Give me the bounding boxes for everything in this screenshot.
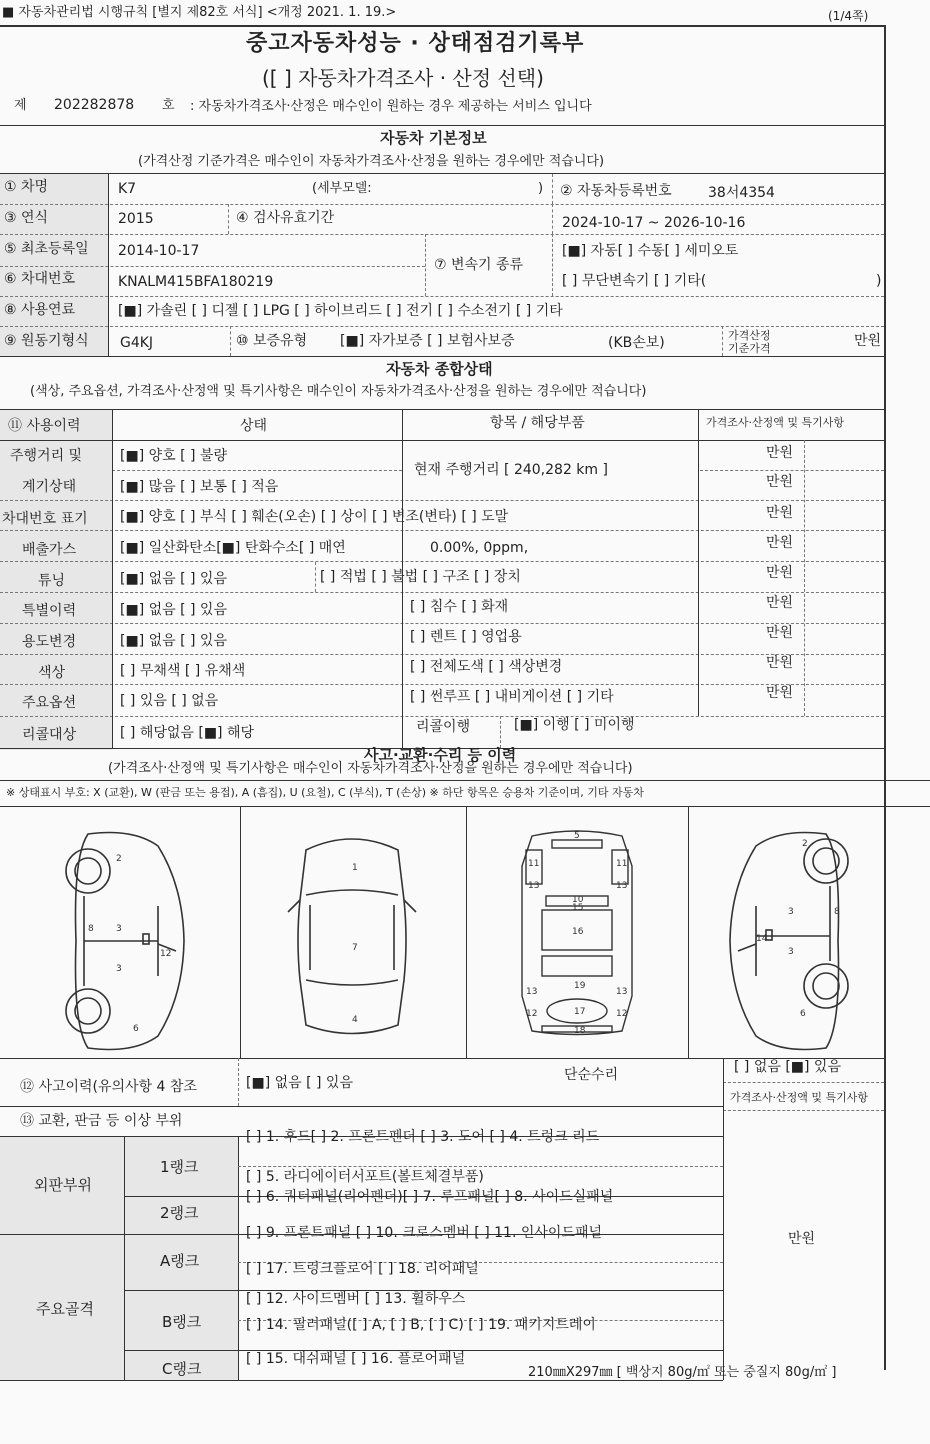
rule xyxy=(0,234,884,235)
car-underbody-diagram xyxy=(512,826,642,1036)
rankA-label: A랭크 xyxy=(160,1252,200,1270)
rule xyxy=(0,173,884,174)
transmission-close: ) xyxy=(876,273,882,289)
rule xyxy=(552,204,553,234)
color-unit: 만원 xyxy=(766,655,794,671)
svg-text:19: 19 xyxy=(574,981,586,991)
rankA-line1: [ ] 9. 프론트패널 [ ] 10. 크로스멤버 [ ] 11. 인사이드패널 xyxy=(246,1225,602,1241)
rule xyxy=(238,1137,239,1380)
reg-no-label: ② 자동차등록번호 xyxy=(560,183,672,199)
mileage-price-unit-2: 만원 xyxy=(766,474,794,490)
rule xyxy=(0,530,884,531)
vin-mark-state: [■] 양호 [ ] 부식 [ ] 훼손(오손) [ ] 상이 [ ] 변조(변타) [ ] 도말 xyxy=(120,509,509,525)
paper-spec: 210㎜X297㎜ [ 백상지 80g/㎡ 또는 중질지 80g/㎡ ] xyxy=(528,1365,837,1380)
purpose-unit: 만원 xyxy=(766,625,794,641)
tuning-unit: 만원 xyxy=(766,565,794,581)
mileage-label-1: 주행거리 및 xyxy=(10,448,83,464)
form-title: 중고자동차성능 · 상태점검기록부 xyxy=(246,31,585,56)
special-unit: 만원 xyxy=(766,595,794,611)
svg-text:3: 3 xyxy=(116,964,122,974)
first-reg-label: ⑤ 최초등록일 xyxy=(4,241,89,257)
option-state: [ ] 있음 [ ] 없음 xyxy=(120,693,219,709)
year-value: 2015 xyxy=(118,211,154,227)
svg-text:11: 11 xyxy=(616,859,628,869)
rule xyxy=(0,1380,723,1381)
engine-label: ⑨ 원동기형식 xyxy=(4,333,89,349)
warranty-options: [■] 자가보증 [ ] 보험사보증 xyxy=(340,333,515,349)
inspection-label: ④ 검사유효기간 xyxy=(236,210,335,226)
svg-text:6: 6 xyxy=(800,1009,806,1019)
rule xyxy=(238,1166,723,1167)
svg-text:8: 8 xyxy=(88,924,94,934)
rank1-line1: [ ] 1. 후드[ ] 2. 프론트펜더 [ ] 3. 도어 [ ] 4. 트렁크 리드 xyxy=(246,1129,600,1145)
car-top-view-diagram xyxy=(286,830,418,1040)
item-header: 항목 / 해당부품 xyxy=(490,415,585,431)
accident-note: (가격조사·산정액 및 특기사항은 매수인이 자동차가격조사·산정을 원하는 경우에만 적습니다) xyxy=(108,761,633,776)
frame-right-line xyxy=(884,25,886,1370)
svg-text:12: 12 xyxy=(160,949,172,959)
recall-state: [ ] 해당없음 [■] 해당 xyxy=(120,725,255,741)
rule xyxy=(112,410,113,748)
engine-value: G4KJ xyxy=(120,335,154,351)
purpose-items: [ ] 렌트 [ ] 영업용 xyxy=(410,629,522,645)
svg-text:18: 18 xyxy=(574,1026,586,1036)
svg-text:12: 12 xyxy=(616,1009,628,1019)
rule xyxy=(0,356,884,357)
rule xyxy=(723,1058,724,1380)
rule xyxy=(0,204,884,205)
svg-text:17: 17 xyxy=(574,1007,586,1017)
rule xyxy=(0,266,425,267)
use-history-header: ⑪ 사용이력 xyxy=(8,418,81,434)
svg-text:7: 7 xyxy=(352,943,358,953)
page-number: (1/4쪽) xyxy=(828,9,869,23)
price-header: 가격조사·산정액 및 특기사항 xyxy=(706,416,845,429)
rank1-line2: [ ] 5. 라디에이터서포트(볼트체결부품) xyxy=(246,1169,484,1185)
first-reg-value: 2014-10-17 xyxy=(118,243,200,259)
svg-text:4: 4 xyxy=(352,1015,358,1025)
emission-label: 배출가스 xyxy=(22,542,77,558)
rule xyxy=(0,623,884,624)
color-label: 색상 xyxy=(38,665,66,681)
status-legend: ※ 상태표시 부호: X (교환), W (판금 또는 용접), A (흠집), U (요철), C (부식), T (손상) ※ 하단 항목은 승용차 기준이며, 기타 자동차 xyxy=(6,786,644,799)
rule xyxy=(500,716,501,748)
option-label: 주요옵션 xyxy=(22,695,77,711)
parts-price-unit: 만원 xyxy=(788,1231,816,1247)
reg-no-value: 38서4354 xyxy=(708,185,775,201)
svg-text:15: 15 xyxy=(572,903,584,913)
rule xyxy=(240,806,241,1058)
mileage-price-unit-1: 만원 xyxy=(766,445,794,461)
car-name-label: ① 차명 xyxy=(4,179,49,195)
svg-text:2: 2 xyxy=(116,854,122,864)
rule xyxy=(722,326,723,356)
vin-mark-unit: 만원 xyxy=(766,505,794,521)
rule xyxy=(552,234,553,296)
record-ho: 호 xyxy=(162,98,175,113)
rankB-label: B랭크 xyxy=(162,1313,202,1331)
rankC-label: C랭크 xyxy=(162,1360,202,1378)
rule xyxy=(466,806,467,1058)
vin-mark-label: 차대번호 표기 xyxy=(2,511,88,527)
option-unit: 만원 xyxy=(766,685,794,701)
rule xyxy=(723,1082,884,1083)
svg-text:6: 6 xyxy=(133,1024,139,1034)
rule xyxy=(0,296,884,297)
rule xyxy=(0,592,884,593)
rankB-line2: [ ] 14. 필러패널([ ] A, [ ] B, [ ] C) [ ] 19. 패키지트레이 xyxy=(246,1317,596,1333)
rank1-label: 1랭크 xyxy=(160,1158,199,1176)
price-basis-label-1: 가격산정 xyxy=(728,329,771,342)
svg-text:3: 3 xyxy=(788,947,794,957)
emission-state: [■] 일산화탄소[■] 탄화수소[ ] 매연 xyxy=(120,540,346,556)
simple-repair-value: [ ] 없음 [■] 있음 xyxy=(734,1059,841,1075)
svg-text:10: 10 xyxy=(572,895,584,905)
fuel-label: ⑧ 사용연료 xyxy=(4,302,76,318)
vin-label: ⑥ 차대번호 xyxy=(4,271,76,287)
rule xyxy=(698,410,699,716)
record-je: 제 xyxy=(14,98,27,113)
color-state: [ ] 무채색 [ ] 유채색 xyxy=(120,663,246,679)
rule xyxy=(0,561,884,562)
transmission-line1: [■] 자동[ ] 수동[ ] 세미오토 xyxy=(562,243,739,259)
accident-heading: 사고·교환·수리 등 이력 xyxy=(364,746,517,764)
rankB-line1: [ ] 12. 사이드멤버 [ ] 13. 휠하우스 xyxy=(246,1291,466,1307)
state-header: 상태 xyxy=(240,418,268,434)
rule xyxy=(0,409,884,410)
inspection-value: 2024-10-17 ~ 2026-10-16 xyxy=(562,215,746,231)
record-note: : 자동차가격조사·산정은 매수인이 원하는 경우 제공하는 서비스 입니다 xyxy=(190,99,592,114)
frame-top-line xyxy=(0,25,884,27)
purpose-label: 용도변경 xyxy=(22,634,77,650)
svg-text:3: 3 xyxy=(116,924,122,934)
svg-text:11: 11 xyxy=(528,859,540,869)
parts-price-header: 가격조사·산정액 및 특기사항 xyxy=(730,1091,869,1104)
mileage-label-2: 계기상태 xyxy=(22,479,77,495)
accident-history-value: [■] 없음 [ ] 있음 xyxy=(246,1075,353,1091)
rule xyxy=(230,326,231,356)
svg-text:5: 5 xyxy=(574,831,580,841)
overall-note: (색상, 주요옵션, 가격조사·산정액 및 특기사항은 매수인이 자동차가격조사·산정을 원하는 경우에만 적습니다) xyxy=(30,384,647,399)
tuning-label: 튜닝 xyxy=(38,573,66,589)
svg-text:1: 1 xyxy=(352,863,358,873)
transmission-label: ⑦ 변속기 종류 xyxy=(434,257,524,273)
record-number: 202282878 xyxy=(54,97,135,113)
price-basis-unit: 만원 xyxy=(854,333,882,349)
rule xyxy=(112,470,402,471)
recall-items: [■] 이행 [ ] 미이행 xyxy=(514,717,635,733)
svg-text:13: 13 xyxy=(616,987,628,997)
rule xyxy=(0,500,884,501)
special-items: [ ] 침수 [ ] 화재 xyxy=(410,599,509,615)
svg-text:3: 3 xyxy=(788,907,794,917)
rule xyxy=(315,562,316,592)
car-name-value: K7 xyxy=(118,181,137,197)
regulation-text: ■ 자동차관리법 시행규칙 [별지 제82호 서식] <개정 2021. 1. 19.> xyxy=(2,5,397,20)
rule xyxy=(0,780,930,781)
rule xyxy=(0,654,884,655)
price-basis-label-2: 기준가격 xyxy=(728,342,771,355)
rule xyxy=(700,470,884,471)
rule xyxy=(0,125,884,126)
transmission-line2: [ ] 무단변속기 [ ] 기타( xyxy=(562,273,707,289)
svg-text:14: 14 xyxy=(756,934,768,944)
rule xyxy=(688,806,689,1058)
tuning-items: [ ] 적법 [ ] 불법 [ ] 구조 [ ] 장치 xyxy=(320,569,521,585)
svg-text:2: 2 xyxy=(802,839,808,849)
year-label: ③ 연식 xyxy=(4,210,49,226)
rule xyxy=(124,1137,125,1380)
vin-value: KNALM415BFA180219 xyxy=(118,274,274,290)
outer-panel-label: 외판부위 xyxy=(34,1176,92,1194)
svg-text:8: 8 xyxy=(834,907,840,917)
form-subtitle: ([ ] 자동차가격조사 · 산정 선택) xyxy=(262,66,544,90)
parts-heading: ⑬ 교환, 판금 등 이상 부위 xyxy=(20,1113,183,1129)
car-right-side-diagram xyxy=(726,826,856,1056)
rankC-line1: [ ] 15. 대쉬패널 [ ] 16. 플로어패널 xyxy=(246,1351,466,1367)
emission-values: 0.00%, 0ppm, xyxy=(430,540,529,556)
rule xyxy=(0,806,930,807)
emission-unit: 만원 xyxy=(766,535,794,551)
special-state: [■] 없음 [ ] 있음 xyxy=(120,602,227,618)
svg-text:13: 13 xyxy=(528,881,540,891)
overall-heading: 자동차 종합상태 xyxy=(386,360,493,378)
option-items: [ ] 썬루프 [ ] 내비게이션 [ ] 기타 xyxy=(410,689,614,705)
mileage-state-1: [■] 양호 [ ] 불량 xyxy=(120,448,227,464)
rule xyxy=(0,716,884,717)
rule xyxy=(804,440,805,716)
basic-heading: 자동차 기본정보 xyxy=(380,129,487,147)
rule xyxy=(238,1058,239,1106)
mileage-state-2: [■] 많음 [ ] 보통 [ ] 적음 xyxy=(120,479,279,495)
rule xyxy=(0,1106,723,1107)
rule xyxy=(0,440,884,441)
rank2-label: 2랭크 xyxy=(160,1204,199,1222)
rule xyxy=(425,234,426,296)
frame-label: 주요골격 xyxy=(36,1300,94,1318)
label-shade xyxy=(0,174,108,356)
tuning-state: [■] 없음 [ ] 있음 xyxy=(120,571,227,587)
svg-text:12: 12 xyxy=(526,1009,538,1019)
basic-note: (가격산정 기준가격은 매수인이 자동차가격조사·산정을 원하는 경우에만 적습니다) xyxy=(138,154,605,169)
rule xyxy=(0,684,884,685)
svg-text:13: 13 xyxy=(616,881,628,891)
rule xyxy=(228,204,229,234)
rankA-line2: [ ] 17. 트렁크플로어 [ ] 18. 리어패널 xyxy=(246,1261,479,1277)
detail-model-label: (세부모델: xyxy=(312,181,372,196)
warranty-company: (KB손보) xyxy=(608,335,665,351)
simple-repair-label: 단순수리 xyxy=(564,1067,619,1083)
rule xyxy=(0,326,884,327)
rule xyxy=(108,174,109,356)
purpose-state: [■] 없음 [ ] 있음 xyxy=(120,633,227,649)
recall-item-label: 리콜이행 xyxy=(416,719,471,735)
fuel-options: [■] 가솔린 [ ] 디젤 [ ] LPG [ ] 하이브리드 [ ] 전기 [ ] 수소전기 [ ] 기타 xyxy=(118,303,563,319)
detail-model-close: ) xyxy=(538,181,544,196)
mileage-value: 현재 주행거리 [ 240,282 km ] xyxy=(414,462,608,478)
color-items: [ ] 전체도색 [ ] 색상변경 xyxy=(410,659,563,675)
rule xyxy=(552,174,553,204)
svg-text:13: 13 xyxy=(526,987,538,997)
special-label: 특별이력 xyxy=(22,603,77,619)
parts-label-shade xyxy=(0,1137,238,1380)
rank2-line1: [ ] 6. 쿼터패널(리어펜더)[ ] 7. 루프패널[ ] 8. 사이드실패널 xyxy=(246,1189,614,1205)
accident-history-label: ⑫ 사고이력(유의사항 4 참조 xyxy=(20,1079,197,1095)
rule xyxy=(723,1110,884,1111)
svg-text:16: 16 xyxy=(572,927,584,937)
recall-label: 리콜대상 xyxy=(22,727,77,743)
warranty-label: ⑩ 보증유형 xyxy=(236,333,308,349)
car-left-side-diagram xyxy=(58,826,188,1056)
